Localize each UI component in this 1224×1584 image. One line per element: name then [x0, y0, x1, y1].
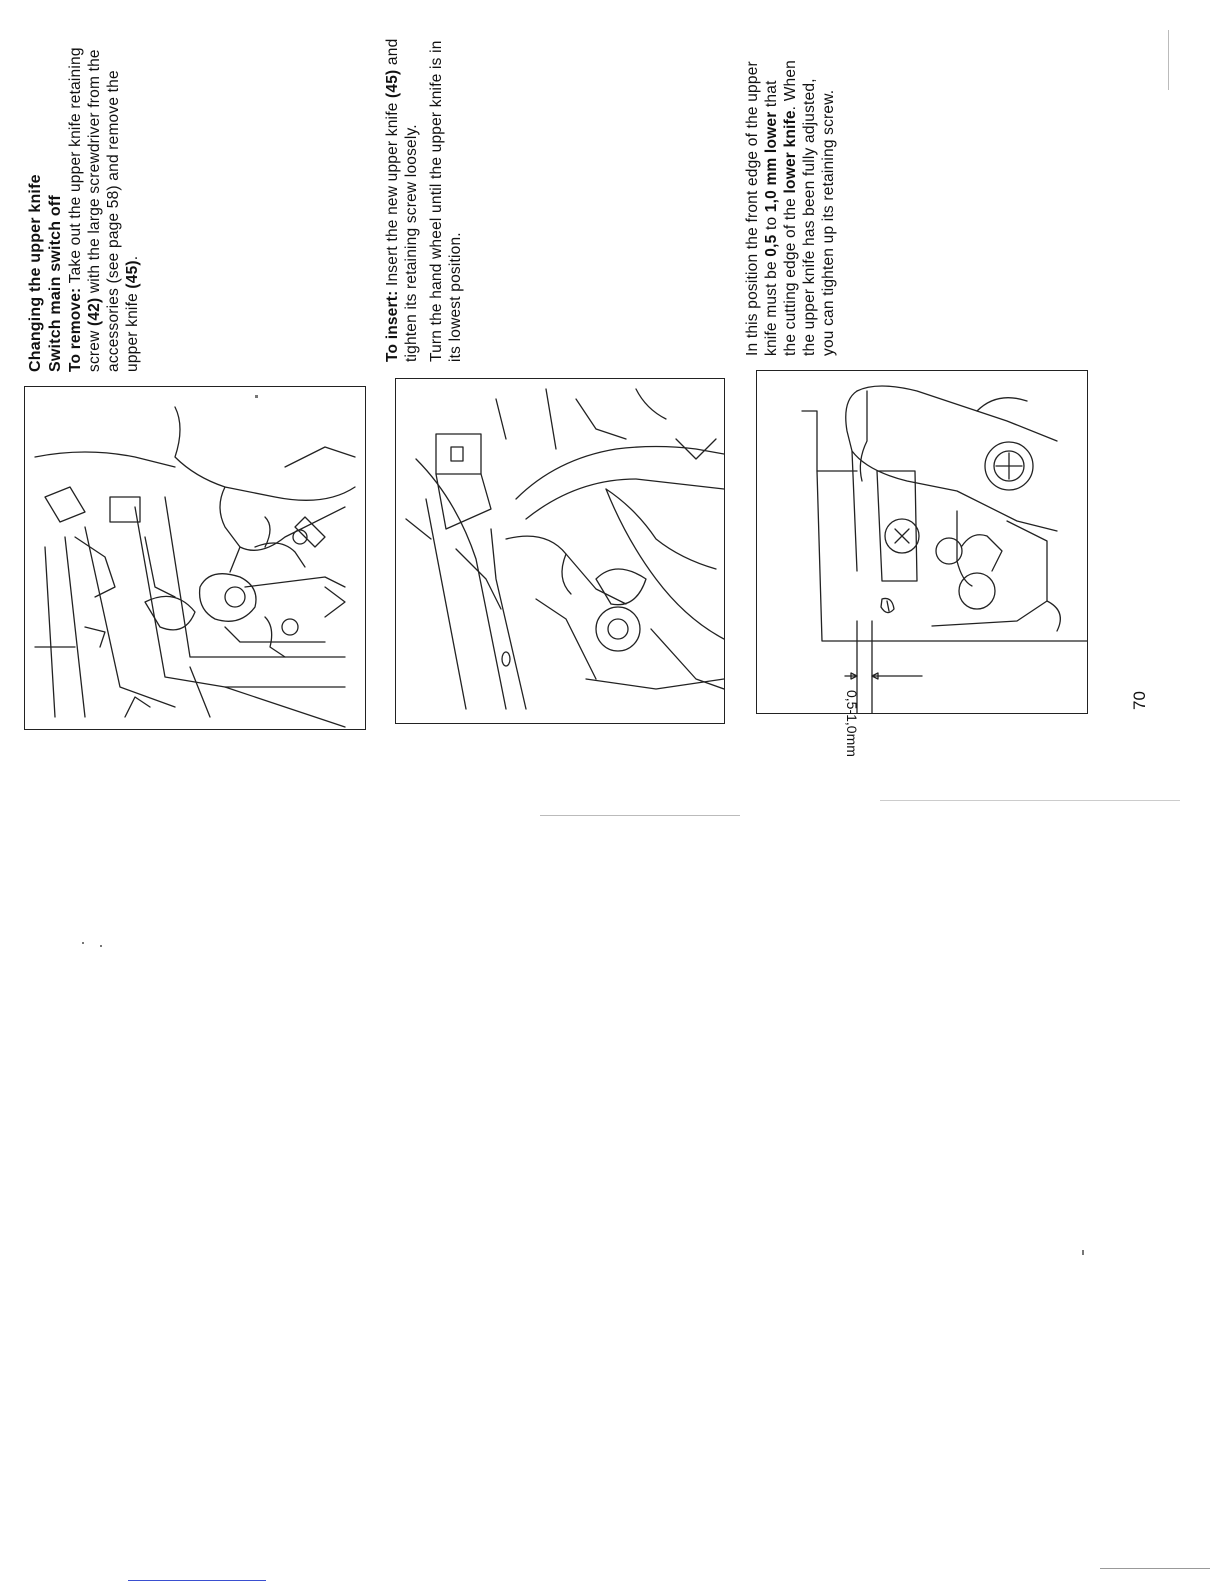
- scan-speck: [1100, 1568, 1210, 1569]
- remove-text-2: with the large screwdriver from the accessories (see page 58) and remove the upper knife: [86, 49, 141, 372]
- turn-paragraph: Turn the hand wheel until the upper knife is in its lowest position.: [428, 40, 464, 362]
- figure-knife-adjustment: [756, 370, 1088, 714]
- figure-remove-knife: [24, 386, 366, 730]
- figure-insert-knife: [395, 378, 725, 724]
- adjust-paragraph: [743, 56, 838, 356]
- scan-mark: [128, 1580, 266, 1581]
- measure-label: 0,5-1,0mm: [844, 690, 860, 757]
- insert-text-2: and tighten its retaining screw loosely.: [384, 38, 420, 362]
- remove-paragraph: [66, 32, 142, 372]
- text-block-insert: [383, 27, 465, 362]
- remove-label: To remove:: [67, 287, 84, 372]
- insert-ref: (45): [384, 69, 401, 98]
- scan-speck: [540, 815, 740, 816]
- adjust-value-1: 0,5: [763, 234, 780, 257]
- adjust-text-3: [763, 153, 780, 158]
- text-block-adjust: [743, 56, 838, 356]
- scan-speck: [100, 945, 102, 947]
- adjust-text-1: In this position the front edge of the upper knife must be: [744, 61, 780, 356]
- remove-ref-2: (45): [124, 260, 141, 289]
- adjust-value-2: 1,0 mm: [763, 157, 780, 213]
- scan-speck: [255, 395, 258, 398]
- subheading: Switch main switch off: [47, 195, 64, 372]
- scan-speck: [880, 800, 1180, 801]
- remove-text-1: Take out the upper knife retaining screw: [67, 47, 103, 372]
- scan-speck: [1082, 1250, 1084, 1255]
- scan-speck: [1168, 30, 1169, 90]
- adjust-lower: lower: [763, 111, 780, 154]
- insert-paragraph: [383, 27, 421, 362]
- adjust-text-4: that the cutting edge of the: [763, 80, 799, 356]
- adjust-lower-knife: lower knife: [782, 110, 799, 194]
- heading: Changing the upper knife: [27, 174, 44, 372]
- remove-ref-1: (42): [86, 297, 103, 327]
- scan-speck: [82, 942, 84, 944]
- insert-label: To insert:: [384, 290, 401, 362]
- page-number: 70: [1130, 691, 1149, 710]
- adjust-text-2: to: [763, 212, 780, 235]
- remove-text-3: .: [124, 255, 141, 261]
- insert-text-1: Insert the new upper knife: [384, 97, 401, 291]
- text-block-remove: [26, 32, 142, 372]
- adjust-text-5: . When the upper knife has been fully adjusted, you can tighten up its retaining screw.: [782, 60, 837, 356]
